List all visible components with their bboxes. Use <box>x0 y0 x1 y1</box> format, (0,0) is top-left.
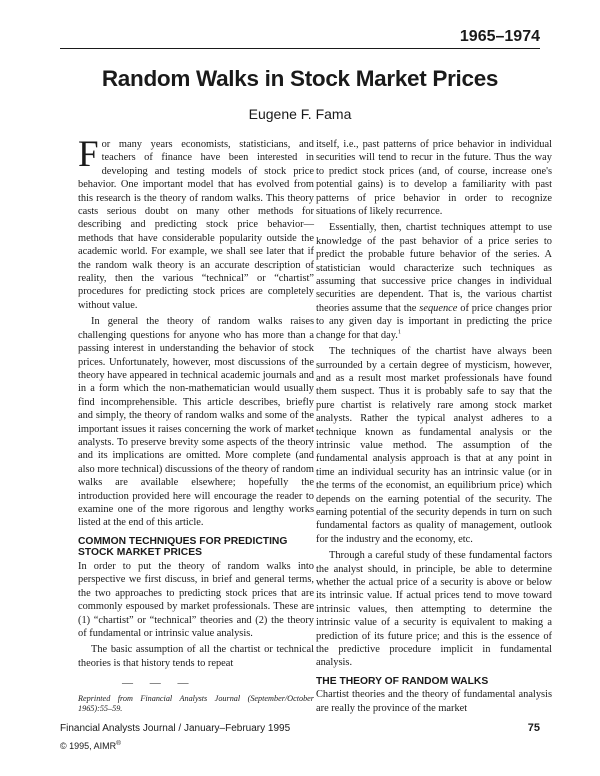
right-column <box>316 138 552 715</box>
paragraph: Chartist theories and the theory of fundamental analysis are really the province of the market <box>316 689 552 714</box>
paragraph: itself, i.e., past patterns of price behavior in individual securities will tend to recur in the future. Thus the way to predict stock prices (and, of course, increase one's potential gains) is to develop a familiarity with past patterns of price behavior in order to recognize situations of likely recurrence. <box>316 139 552 218</box>
paragraph-text: of price changes prior to any given day is important in predicting the price change for that day. <box>316 302 552 341</box>
reprint-note: Reprinted from Financial Analysts Journal (September/October 1965):55–59. <box>78 693 314 713</box>
author-name: Eugene F. Fama <box>248 106 352 122</box>
registered-mark: ® <box>116 740 121 747</box>
header-rule <box>60 48 540 49</box>
journal-citation: Financial Analysts Journal / January–February 1995 <box>60 723 291 734</box>
paragraph: In general the theory of random walks raises challenging questions for anyone who has more than a passing interest in understanding the behavior of stock prices. Unfortunately, however, most discussions of the theory have appeared in technical academic journals and in a form which the non-mathematician would usually find incomprehensible. This article describes, briefly and simply, the theory of random walks and some of the important issues it raises concerning the work of market analysts. To preserve brevity some aspects of the theory and its implications are omitted. More complete (and also more technical) discussions of the theory of random walks are available elsewhere; hopefully the introduction provided here will encourage the reader to examine one of the more rigorous and lengthy works listed at the end of this article. <box>78 316 314 529</box>
year-range: 1965–1974 <box>459 28 540 45</box>
footnote-marker: 1 <box>397 328 402 336</box>
paragraph: In order to put the theory of random walks into perspective we first discuss, in brief and general terms, the two approaches to predicting stock prices that are commonly espoused by market professionals. These are (1) “chartist” or “technical” theories and (2) the theory of fundamental or intrinsic value analysis. <box>78 560 314 639</box>
article-title: Random Walks in Stock Market Prices <box>101 66 499 91</box>
emphasis-text: sequence <box>419 302 458 314</box>
page-number: 75 <box>527 722 540 734</box>
separator-dashes: — — — <box>122 677 196 690</box>
left-column <box>78 134 314 714</box>
paragraph <box>78 134 314 312</box>
copyright-text: © 1995, AIMR <box>60 741 117 751</box>
section-heading: COMMON TECHNIQUES FOR PREDICTING STOCK MARKET PRICES <box>78 535 288 559</box>
paragraph: Through a careful study of these fundamental factors the analyst should, in principle, be able to determine whether the actual price of a security is above or below its intrinsic value. If actual prices tend to move toward intrinsic values, then attempting to determine the intrinsic value of a security is equivalent to making a prediction of its future price; and this is the essence of the predictive procedure implicit in fundamental analysis. <box>316 550 552 669</box>
paragraph: The basic assumption of all the chartist or technical theories is that history tends to repeat <box>78 644 314 669</box>
copyright-notice <box>60 741 121 751</box>
paragraph: The techniques of the chartist have always been surrounded by a certain degree of mysticism, however, and as a result most market professionals have found them suspect. Thus it is probably safe to say that the pure chartist is relatively rare among stock market analysts. Rather the typical analyst adheres to a technique known as fundamental analysis or the intrinsic value method. The assumption of the fundamental analysis approach is that at any point in time an individual security has an intrinsic value (or in the terms of the economist, an equilibrium price) which depends on the earning potential of the security. The earning potential of the security depends in turn on such fundamental factors as quality of management, outlook for the industry and the economy, etc. <box>316 346 552 545</box>
section-heading: THE THEORY OF RANDOM WALKS <box>316 675 489 687</box>
drop-cap: F <box>78 134 99 175</box>
paragraph <box>316 221 552 342</box>
paragraph-text: or many years economists, statisticians, and teachers of finance have been interested in developing and testing models of stock price behavior. One important model that has evolved from this research is the theory of random walks. This theory casts serious doubt on many other methods for describing and predicting stock price behavior—methods that have considerable popularity outside the academic world. For example, we shall see later that if the random walk theory is an accurate description of reality, then the various “technical” or “chartist” procedures for predicting stock prices are completely without value. <box>78 139 314 311</box>
paragraph-text: Essentially, then, chartist techniques attempt to use knowledge of the past behavior of a price series to predict the probable future behavior of the series. A statistician would characterize such techniques as assuming that successive price changes in individual securities are dependent. That is, the various chartist theories assume that the <box>316 222 552 314</box>
